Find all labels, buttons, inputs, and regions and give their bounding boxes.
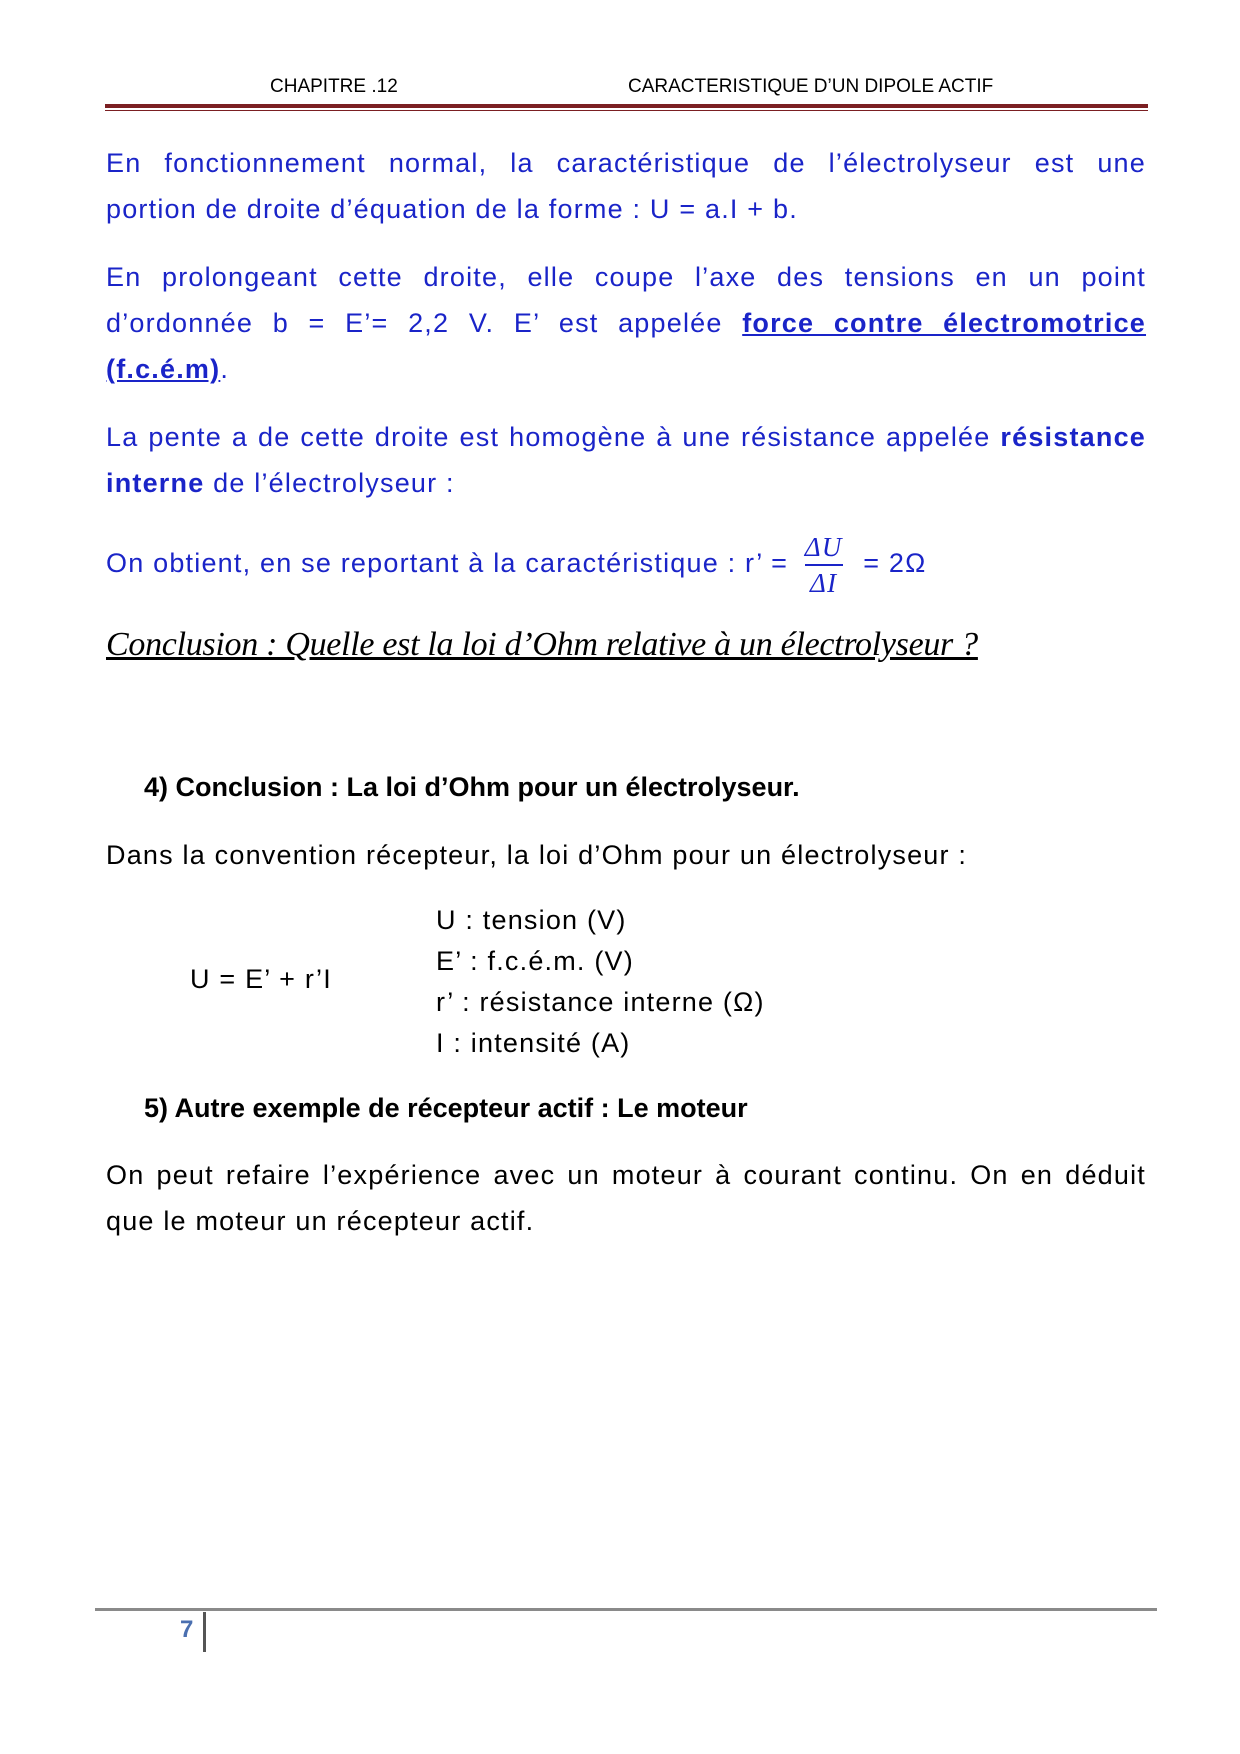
paragraph-2-line-2 [106,300,1146,346]
legend-item-tension: U : tension (V) [436,905,627,935]
paragraph-3-line-2 [106,460,1146,506]
paragraph-1-line-1: En fonctionnement normal, la caractéristique de l’électrolyseur est une [106,148,1146,178]
resistance-term: résistance [1000,422,1146,452]
section-4-intro: Dans la convention récepteur, la loi d’Ohm pour un électrolyseur : [106,840,968,870]
conclusion-question: Conclusion : Quelle est la loi d’Ohm relative à un électrolyseur ? [106,626,978,663]
fraction-numerator: ΔU [804,532,843,562]
header-rule [105,104,1148,108]
formula-prefix: On obtient, en se reportant à la caractéristique : r’ = [106,547,789,578]
interne-term: interne [106,468,205,498]
footer-rule [95,1608,1157,1611]
formula-suffix: = 2Ω [863,547,927,578]
legend-item-fcem: E’ : f.c.é.m. (V) [436,946,634,976]
header-chapter: CHAPITRE .12 [270,76,398,97]
section-5-title: 5) Autre exemple de récepteur actif : Le moteur [144,1093,748,1123]
paragraph-3-line-1 [106,414,1146,460]
section-5-paragraph [106,1152,1146,1244]
section-4-title: 4) Conclusion : La loi d’Ohm pour un électrolyseur. [144,772,800,802]
paragraph-3-text: La pente a de cette droite est homogène à une résistance appelée [106,422,991,452]
fcem-abbrev: (f.c.é.m) [106,354,221,384]
paragraph-1-line-2: portion de droite d’équation de la forme : U = a.I + b. [106,194,798,224]
fcem-term-link: force contre électromotrice [742,308,1147,338]
paragraph-2 [106,254,1146,392]
page-number: 7 [180,1616,194,1643]
legend-item-resistance: r’ : résistance interne (Ω) [436,987,765,1017]
paragraph-3 [106,414,1146,506]
paragraph-2-text: d’ordonnée b = E’= 2,2 V. E’ est appelée [106,308,723,338]
paragraph-2-period: . [220,354,230,384]
fraction-denominator: ΔI [810,567,838,598]
fraction [805,530,843,600]
paragraph-3-text-2: de l’électrolyseur : [204,468,455,498]
section-5-line-2: que le moteur un récepteur actif. [106,1206,535,1236]
legend-item-intensite: I : intensité (A) [436,1028,631,1058]
section-5-line-1: On peut refaire l’expérience avec un moteur à courant continu. On en déduit [106,1160,1146,1190]
paragraph-2-line-1: En prolongeant cette droite, elle coupe l’axe des tensions en un point [106,262,1146,292]
footer-divider [203,1612,206,1652]
paragraph-2-line-3 [106,346,1146,392]
ohm-law-equation: U = E’ + r’I [190,964,332,994]
header-title: CARACTERISTIQUE D’UN DIPOLE ACTIF [628,76,994,97]
header-rule-thin [105,110,1148,111]
paragraph-1 [106,140,1146,232]
formula-line [106,530,1146,600]
